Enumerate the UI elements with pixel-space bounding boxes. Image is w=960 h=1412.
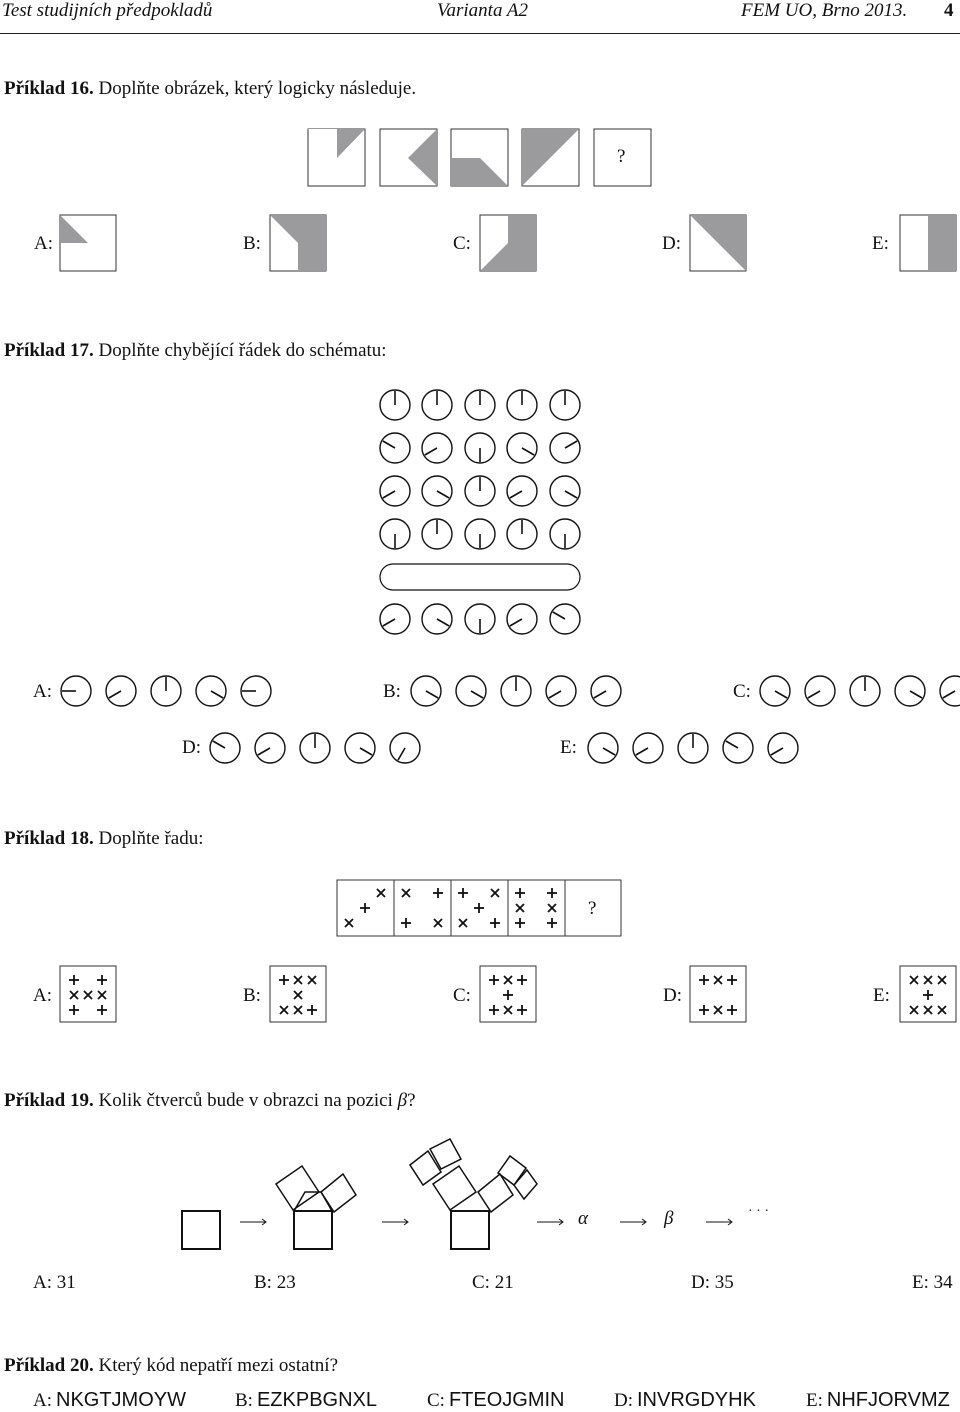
clock-icon: [390, 733, 420, 763]
ex16-option-d-figure[interactable]: [690, 215, 746, 271]
clock-icon: [895, 676, 925, 706]
cross-icon: [402, 889, 410, 897]
ex18-option-b-label: B:: [243, 985, 261, 1006]
ex17-title-text: Doplňte chybějící řádek do schématu:: [98, 340, 387, 361]
header-left: Test studijních předpokladů: [2, 0, 213, 21]
clock-icon: [196, 676, 226, 706]
ex20-answer-a[interactable]: [33, 1389, 186, 1412]
clock-icon: [768, 733, 798, 763]
clock-icon: [380, 476, 410, 506]
clock-icon: [760, 676, 790, 706]
cross-icon: [910, 976, 918, 984]
clock-icon: [940, 676, 960, 706]
arrow-icon: [382, 1219, 408, 1225]
clock-icon: [850, 676, 880, 706]
plus-icon: [69, 975, 79, 985]
ex20-title-num: Příklad 20.: [4, 1355, 94, 1376]
cross-icon: [280, 1006, 288, 1014]
plus-icon: [699, 1005, 709, 1015]
plus-icon: [515, 888, 525, 898]
plus-icon: [490, 918, 500, 928]
ex20-answer-a-label: A:: [33, 1390, 52, 1411]
clock-icon: [422, 604, 452, 634]
clock-icon: [550, 390, 580, 420]
plus-icon: [360, 903, 370, 913]
cross-icon: [910, 1006, 918, 1014]
clock-icon: [507, 519, 537, 549]
plus-icon: [727, 1005, 737, 1015]
ex20-answer-e[interactable]: [806, 1389, 950, 1412]
plus-icon: [547, 918, 557, 928]
cross-icon: [548, 904, 556, 912]
ex16-option-a-label: A:: [34, 233, 53, 254]
ex18-title-text: Doplňte řadu:: [98, 828, 204, 849]
clock-icon: [465, 390, 495, 420]
ex18-option-e-label: E:: [873, 985, 890, 1006]
ex16-option-e-figure[interactable]: [900, 215, 956, 271]
ex18-title: [4, 828, 204, 850]
ex18-option-d-label: D:: [663, 985, 682, 1006]
clock-icon: [422, 390, 452, 420]
ex17-option-c-label: C:: [733, 681, 751, 702]
cross-icon: [924, 976, 932, 984]
ex17-option-clocks: [0, 660, 960, 780]
plus-icon: [97, 1005, 107, 1015]
ex18-question-mark: ?: [588, 898, 597, 919]
ex18-option-a-label: A:: [33, 985, 52, 1006]
ex20-answer-b-label: B:: [235, 1390, 253, 1411]
cross-icon: [459, 919, 467, 927]
cross-icon: [294, 991, 302, 999]
cross-icon: [345, 919, 353, 927]
plus-icon: [489, 975, 499, 985]
plus-icon: [517, 975, 527, 985]
clock-icon: [380, 519, 410, 549]
plus-icon: [69, 1005, 79, 1015]
ex20-answer-c-code: FTEOJGMIN: [448, 1389, 565, 1411]
cross-icon: [308, 976, 316, 984]
clock-icon: [465, 519, 495, 549]
clock-icon: [591, 676, 621, 706]
ex20-title: [4, 1355, 338, 1377]
clock-icon: [300, 733, 330, 763]
ex20-title-text: Který kód nepatří mezi ostatní?: [98, 1355, 339, 1376]
clock-icon: [550, 433, 580, 463]
arrow-icon: [620, 1219, 646, 1225]
cross-icon: [504, 1006, 512, 1014]
cross-icon: [938, 1006, 946, 1014]
plus-icon: [97, 975, 107, 985]
clock-icon: [465, 433, 495, 463]
ex18-title-num: Příklad 18.: [4, 828, 94, 849]
ex19-title-num: Příklad 19.: [4, 1090, 94, 1111]
clock-icon: [106, 676, 136, 706]
ex19-title-end: ?: [407, 1090, 416, 1111]
clock-icon: [61, 676, 91, 706]
ex20-answer-c-label: C:: [427, 1390, 445, 1411]
ex19-title: [4, 1090, 416, 1112]
ex20-answer-a-code: NKGTJMOYW: [56, 1389, 186, 1411]
arrow-icon: [240, 1219, 266, 1225]
clock-icon: [723, 733, 753, 763]
cross-icon: [714, 1006, 722, 1014]
header-rule: [0, 33, 960, 34]
ex17-option-d-label: D:: [182, 737, 201, 758]
ex16-option-c-figure[interactable]: [480, 215, 536, 271]
clock-icon: [546, 676, 576, 706]
ex17-title: [4, 340, 387, 362]
ex17-option-b-label: B:: [383, 681, 401, 702]
ex19-sequence: [0, 1135, 960, 1265]
ex17-clock-grid: [0, 380, 960, 640]
plus-icon: [458, 888, 468, 898]
ex20-answer-d-label: D:: [614, 1390, 633, 1411]
ex19-stage-3: [410, 1139, 537, 1249]
cross-icon: [938, 976, 946, 984]
cross-icon: [714, 976, 722, 984]
ex20-answer-c[interactable]: [427, 1389, 565, 1412]
plus-icon: [503, 990, 513, 1000]
ex16-title: [4, 78, 416, 100]
clock-icon: [151, 676, 181, 706]
ex16-option-b-figure[interactable]: [270, 215, 326, 271]
plus-icon: [515, 918, 525, 928]
arrow-icon: [706, 1219, 732, 1225]
clock-icon: [507, 390, 537, 420]
cross-icon: [294, 976, 302, 984]
ex19-alpha: α: [578, 1208, 588, 1229]
ex16-figure-2: [380, 129, 437, 186]
plus-icon: [517, 1005, 527, 1015]
plus-icon: [474, 903, 484, 913]
ex16-option-b-label: B:: [243, 233, 261, 254]
ex18-option-figure[interactable]: [270, 966, 326, 1022]
cross-icon: [434, 919, 442, 927]
clock-icon: [345, 733, 375, 763]
plus-icon: [433, 888, 443, 898]
ex18-option-figure[interactable]: [690, 966, 746, 1022]
ex18-option-figure[interactable]: [480, 966, 536, 1022]
ex19-title-symbol: β: [397, 1090, 408, 1111]
clock-icon: [805, 676, 835, 706]
clock-icon: [456, 676, 486, 706]
ex19-title-text: Kolik čtverců bude v obrazci na pozici: [98, 1090, 393, 1111]
ex16-figure-4: [522, 129, 579, 186]
arrow-icon: [537, 1219, 563, 1225]
ex18-option-c-label: C:: [453, 985, 471, 1006]
ex18-options: [0, 958, 960, 1038]
clock-icon: [501, 676, 531, 706]
ex20-answer-d-code: INVRGDYHK: [637, 1389, 756, 1411]
ex19-answer-b[interactable]: B: 23: [254, 1272, 296, 1293]
clock-icon: [507, 476, 537, 506]
ex20-answer-d[interactable]: [614, 1389, 756, 1412]
ex19-answer-e[interactable]: E: 34: [912, 1272, 953, 1293]
ex16-figure-1: [308, 129, 365, 186]
ex19-stage-1: [182, 1211, 220, 1249]
ex16-title-num: Příklad 16.: [4, 78, 94, 99]
clock-icon: [633, 733, 663, 763]
plus-icon: [923, 990, 933, 1000]
plus-icon: [307, 1005, 317, 1015]
clock-icon: [465, 604, 495, 634]
ex18-option-figure[interactable]: [900, 966, 956, 1022]
ex20-answer-e-label: E:: [806, 1390, 823, 1411]
plus-icon: [699, 975, 709, 985]
clock-icon: [210, 733, 240, 763]
cross-icon: [294, 1006, 302, 1014]
plus-icon: [279, 975, 289, 985]
cross-icon: [516, 904, 524, 912]
clock-icon: [411, 676, 441, 706]
ex16-question-mark: ?: [617, 146, 626, 167]
page-number: 4: [944, 0, 954, 21]
clock-icon: [550, 519, 580, 549]
clock-icon: [422, 476, 452, 506]
ex19-answer-a[interactable]: A: 31: [33, 1272, 76, 1293]
ex16-options: [0, 205, 960, 285]
ex19-answer-c[interactable]: C: 21: [472, 1272, 514, 1293]
ex16-sequence: [0, 120, 960, 200]
cross-icon: [377, 889, 385, 897]
header-right: FEM UO, Brno 2013.: [741, 0, 908, 21]
header-center: Varianta A2: [437, 0, 528, 21]
ex20-answer-b[interactable]: [235, 1389, 377, 1412]
ex18-option-figure[interactable]: [60, 966, 116, 1022]
clock-icon: [422, 519, 452, 549]
cross-icon: [84, 991, 92, 999]
clock-icon: [550, 604, 580, 634]
ex19-stage-2: [276, 1166, 356, 1249]
clock-icon: [588, 733, 618, 763]
clock-icon: [422, 433, 452, 463]
clock-icon: [550, 476, 580, 506]
cross-icon: [70, 991, 78, 999]
clock-icon: [380, 390, 410, 420]
ex18-sequence: [0, 872, 960, 942]
clock-icon: [241, 676, 271, 706]
plus-icon: [401, 918, 411, 928]
ex16-option-a-figure[interactable]: [60, 215, 116, 271]
clock-icon: [380, 604, 410, 634]
ex19-answer-d[interactable]: D: 35: [691, 1272, 734, 1293]
ex17-missing-row-slot: [380, 564, 580, 590]
ex20-answer-e-code: NHFJORVMZ: [826, 1389, 950, 1411]
clock-icon: [380, 433, 410, 463]
ex17-option-e-label: E:: [560, 737, 577, 758]
ex16-option-e-label: E:: [872, 233, 889, 254]
plus-icon: [489, 1005, 499, 1015]
plus-icon: [727, 975, 737, 985]
clock-icon: [507, 433, 537, 463]
ex17-option-a-label: A:: [33, 681, 52, 702]
ex17-title-num: Příklad 17.: [4, 340, 94, 361]
clock-icon: [255, 733, 285, 763]
plus-icon: [547, 888, 557, 898]
cross-icon: [924, 1006, 932, 1014]
cross-icon: [504, 976, 512, 984]
ex16-option-c-label: C:: [453, 233, 471, 254]
ex19-ellipsis: · · ·: [748, 1204, 769, 1219]
ex19-beta: β: [664, 1208, 674, 1229]
clock-icon: [465, 476, 495, 506]
clock-icon: [678, 733, 708, 763]
ex16-option-d-label: D:: [662, 233, 681, 254]
ex16-title-text: Doplňte obrázek, který logicky následuje.: [98, 78, 417, 99]
cross-icon: [491, 889, 499, 897]
ex16-figure-3: [451, 129, 508, 186]
cross-icon: [98, 991, 106, 999]
clock-icon: [507, 604, 537, 634]
ex20-answer-b-code: EZKPBGNXL: [256, 1389, 377, 1411]
